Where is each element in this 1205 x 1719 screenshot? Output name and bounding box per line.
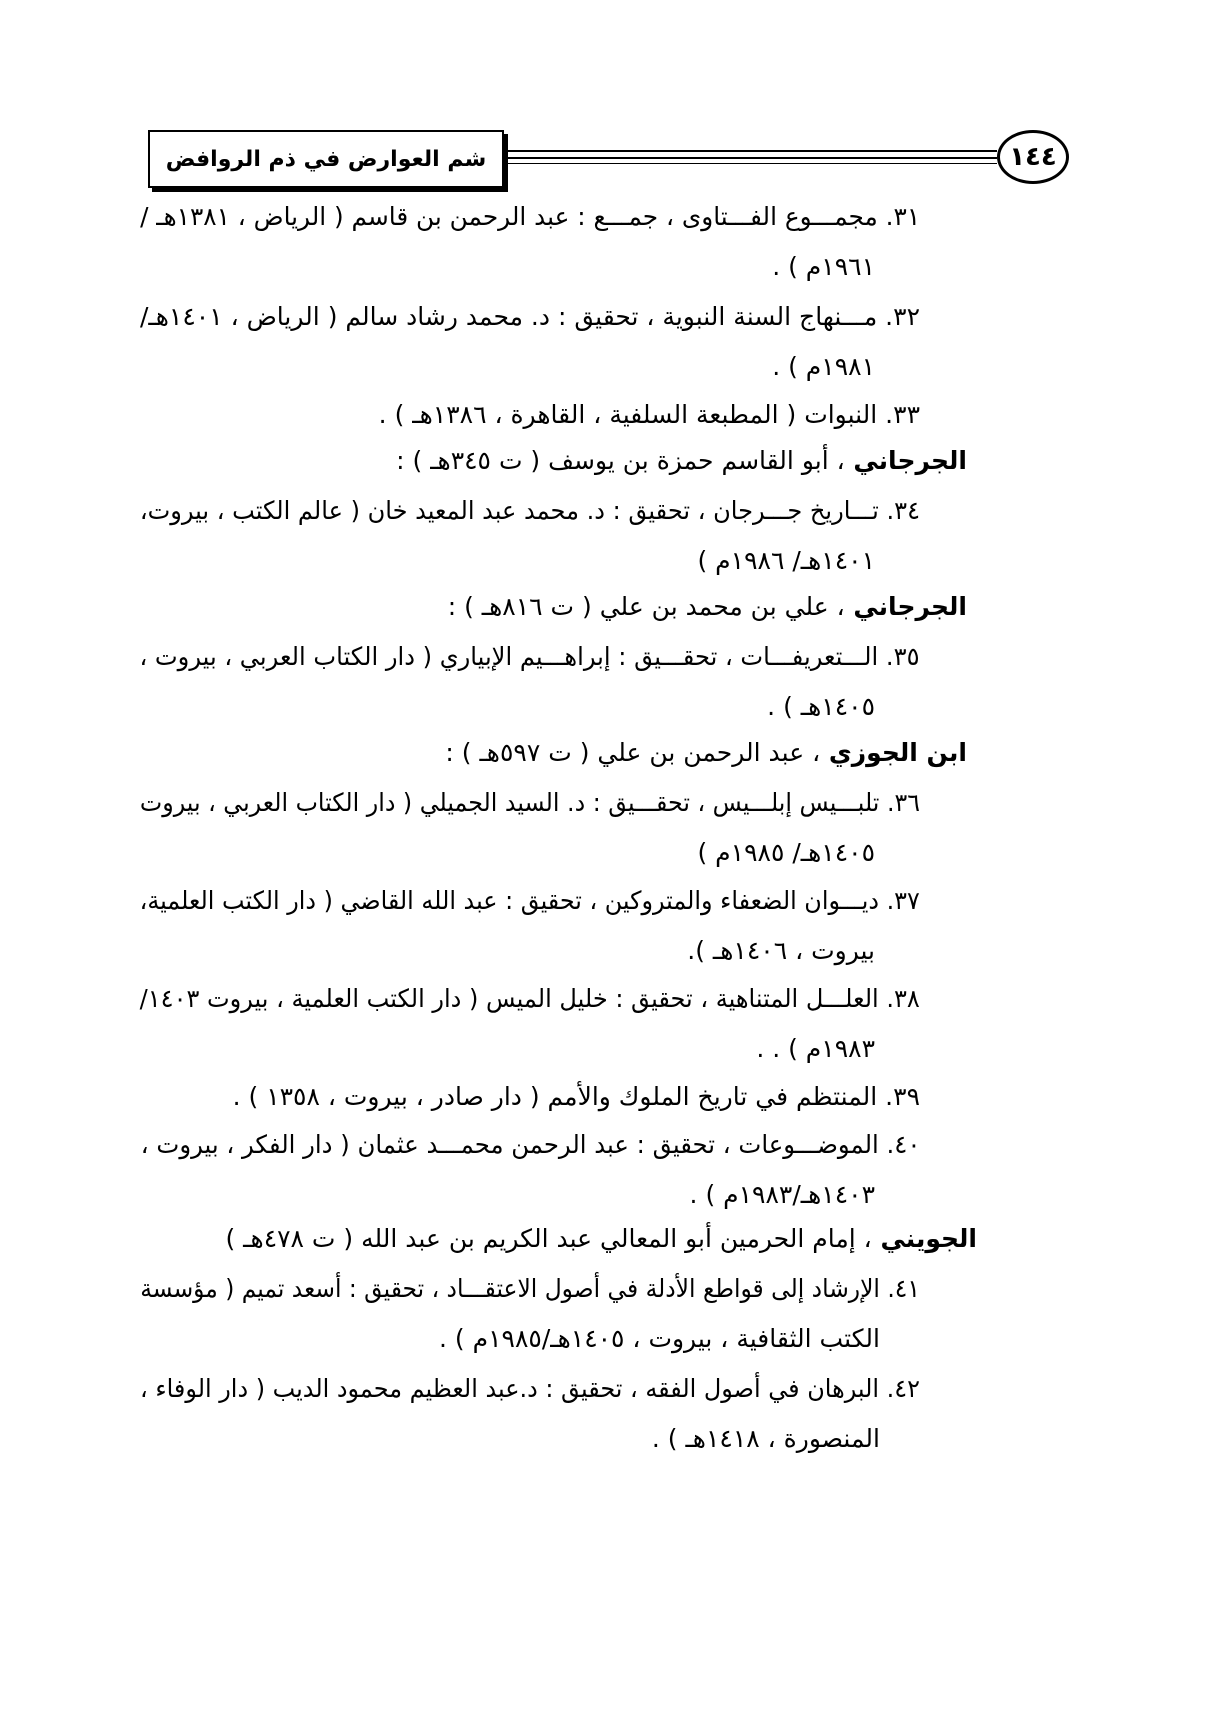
author-name: الجرجاني (853, 592, 967, 621)
author-heading-juwayni (225, 1219, 977, 1259)
entry-31-line-1: ٣١. مجمـــوع الفـــتاوى ، جمـــع : عبد الرحمن بن قاسم ( الرياض ، ١٣٨١هـ / (139, 202, 920, 231)
entry-38-line-2: ١٩٨٣م ) . . (756, 1034, 875, 1063)
author-details: ، علي بن محمد بن علي ( ت ٨١٦هـ ) : (447, 592, 845, 621)
author-heading-jurjani-1 (396, 441, 967, 481)
entry-32-line-2: ١٩٨١م ) . (772, 352, 875, 381)
entry-37-line-1: ٣٧. ديـــوان الضعفاء والمتروكين ، تحقيق : عبد الله القاضي ( دار الكتب العلمية، (139, 886, 920, 915)
author-name: ابن الجوزي (828, 738, 967, 767)
entry-33: ٣٣. النبوات ( المطبعة السلفية ، القاهرة ، ١٣٨٦هـ ) . (378, 400, 920, 429)
entry-32-line-1: ٣٢. مـــنهاج السنة النبوية ، تحقيق : د. محمد رشاد سالم ( الرياض ، ١٤٠١هـ/ (139, 302, 920, 331)
author-heading-jurjani-2 (448, 587, 967, 627)
entry-41-line-1: ٤١. الإرشاد إلى قواطع الأدلة في أصول الاعتقـــاد ، تحقيق : أسعد تميم ( مؤسسة (140, 1274, 920, 1303)
entry-39: ٣٩. المنتظم في تاريخ الملوك والأمم ( دار صادر ، بيروت ، ١٣٥٨ ) . (232, 1082, 920, 1111)
author-heading-ibn-al-jawzi (445, 733, 967, 773)
page-number: ١٤٤ (1009, 142, 1057, 172)
author-details: ، إمام الحرمين أبو المعالي عبد الكريم بن عبد الله ( ت ٤٧٨هـ ) (225, 1224, 872, 1253)
entry-41-line-2: الكتب الثقافية ، بيروت ، ١٤٠٥هـ/١٩٨٥م ) . (439, 1324, 880, 1353)
author-name: الجرجاني (853, 446, 967, 475)
entry-42-line-2: المنصورة ، ١٤١٨هـ ) . (651, 1424, 880, 1453)
entry-38-line-1: ٣٨. العلـــل المتناهية ، تحقيق : خليل الميس ( دار الكتب العلمية ، بيروت ١٤٠٣/ (139, 984, 920, 1013)
author-name: الجويني (880, 1224, 977, 1253)
entry-34-line-2: ١٤٠١هـ/ ١٩٨٦م ) (697, 546, 875, 575)
entry-40-line-1: ٤٠. الموضـــوعات ، تحقيق : عبد الرحمن محمـــد عثمان ( دار الفكر ، بيروت ، (140, 1130, 920, 1159)
running-title: شم العوارض في ذم الروافض (165, 146, 487, 172)
author-details: ، أبو القاسم حمزة بن يوسف ( ت ٣٤٥هـ ) : (396, 446, 845, 475)
entry-37-line-2: بيروت ، ١٤٠٦هـ ). (687, 936, 875, 965)
entry-40-line-2: ١٤٠٣هـ/١٩٨٣م ) . (689, 1180, 875, 1209)
entry-35-line-1: ٣٥. الـــتعريفـــات ، تحقـــيق : إبراهـــيم الإبياري ( دار الكتاب العربي ، بيروت ، (139, 642, 920, 671)
entry-35-line-2: ١٤٠٥هـ ) . (767, 692, 875, 721)
entry-42-line-1: ٤٢. البرهان في أصول الفقه ، تحقيق : د.عبد العظيم محمود الديب ( دار الوفاء ، (140, 1374, 920, 1403)
entry-36-line-2: ١٤٠٥هـ/ ١٩٨٥م ) (697, 838, 875, 867)
entry-36-line-1: ٣٦. تلبـــيس إبلـــيس ، تحقـــيق : د. السيد الجميلي ( دار الكتاب العربي ، بيروت (139, 788, 920, 817)
author-details: ، عبد الرحمن بن علي ( ت ٥٩٧هـ ) : (445, 738, 821, 767)
entry-31-line-2: ١٩٦١م ) . (772, 252, 875, 281)
entry-34-line-1: ٣٤. تـــاريخ جـــرجان ، تحقيق : د. محمد عبد المعيد خان ( عالم الكتب ، بيروت، (139, 496, 920, 525)
